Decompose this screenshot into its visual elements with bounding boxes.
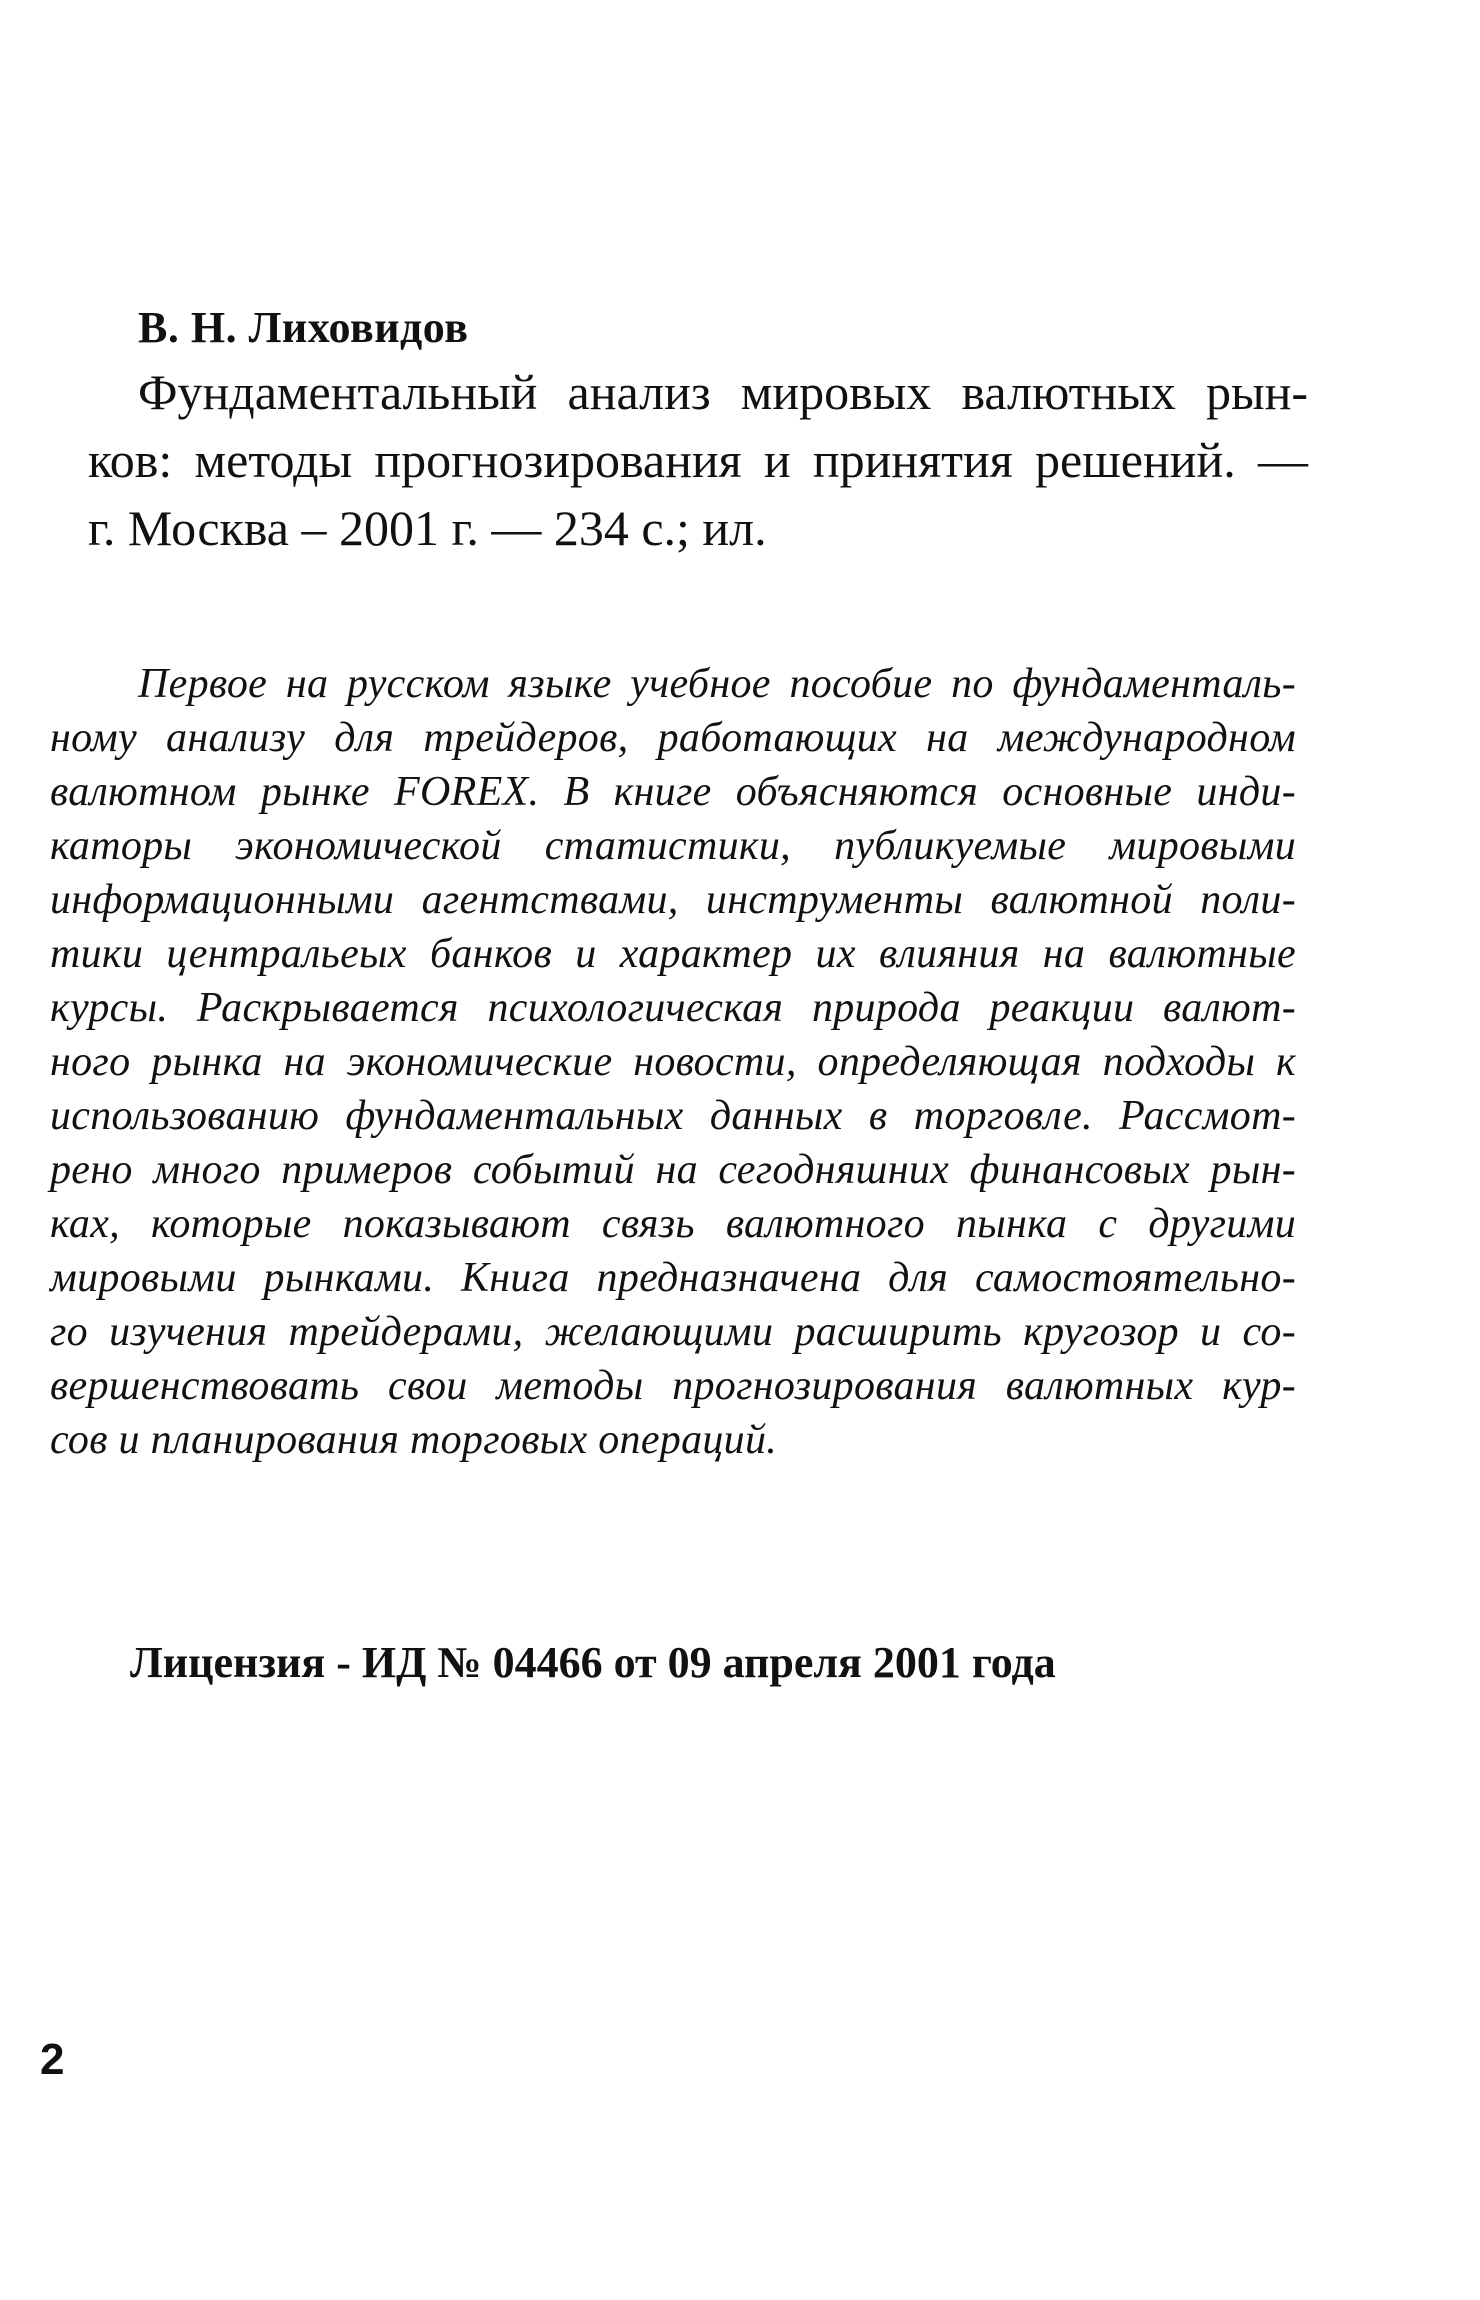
bibliography-line: ков: методы прогнозирования и принятия решений. — bbox=[88, 432, 1308, 488]
abstract-line: ках, которые показывают связь валютного пынка с другими bbox=[50, 1201, 1296, 1247]
abstract-line: тики центральеых банков и характер их влияния на валютные bbox=[50, 931, 1296, 977]
abstract-line: курсы. Раскрывается психологическая природа реакции валют- bbox=[50, 985, 1296, 1031]
license-statement: Лицензия - ИД № 04466 от 09 апреля 2001 года bbox=[130, 1638, 1056, 1687]
abstract-line: вершенствовать свои методы прогнозирования валютных кур- bbox=[50, 1363, 1296, 1409]
abstract-line: Первое на русском языке учебное пособие по фундаменталь- bbox=[138, 661, 1296, 707]
abstract-line: го изучения трейдерами, желающими расширить кругозор и со- bbox=[50, 1309, 1296, 1355]
abstract-line: использованию фундаментальных данных в торговле. Рассмот- bbox=[50, 1093, 1296, 1139]
abstract-line: ному анализу для трейдеров, работающих на международном bbox=[50, 715, 1296, 761]
bibliography-line: Фундаментальный анализ мировых валютных рын- bbox=[138, 364, 1308, 420]
author-name: В. Н. Лиховидов bbox=[138, 303, 469, 352]
abstract-line: каторы экономической статистики, публикуемые мировыми bbox=[50, 823, 1296, 869]
abstract-line: мировыми рынками. Книга предназначена для самостоятельно- bbox=[50, 1255, 1296, 1301]
abstract-line: ного рынка на экономические новости, определяющая подходы к bbox=[50, 1039, 1296, 1085]
bibliography-line: г. Москва – 2001 г. — 234 с.; ил. bbox=[88, 500, 767, 556]
abstract-line: рено много примеров событий на сегодняшних финансовых рын- bbox=[50, 1147, 1296, 1193]
abstract-line: валютном рынке FOREX. В книге объясняются основные инди- bbox=[50, 769, 1296, 815]
abstract-line: информационными агентствами, инструменты валютной поли- bbox=[50, 877, 1296, 923]
abstract-line: сов и планирования торговых операций. bbox=[50, 1417, 778, 1463]
page-number: 2 bbox=[40, 2035, 65, 2084]
